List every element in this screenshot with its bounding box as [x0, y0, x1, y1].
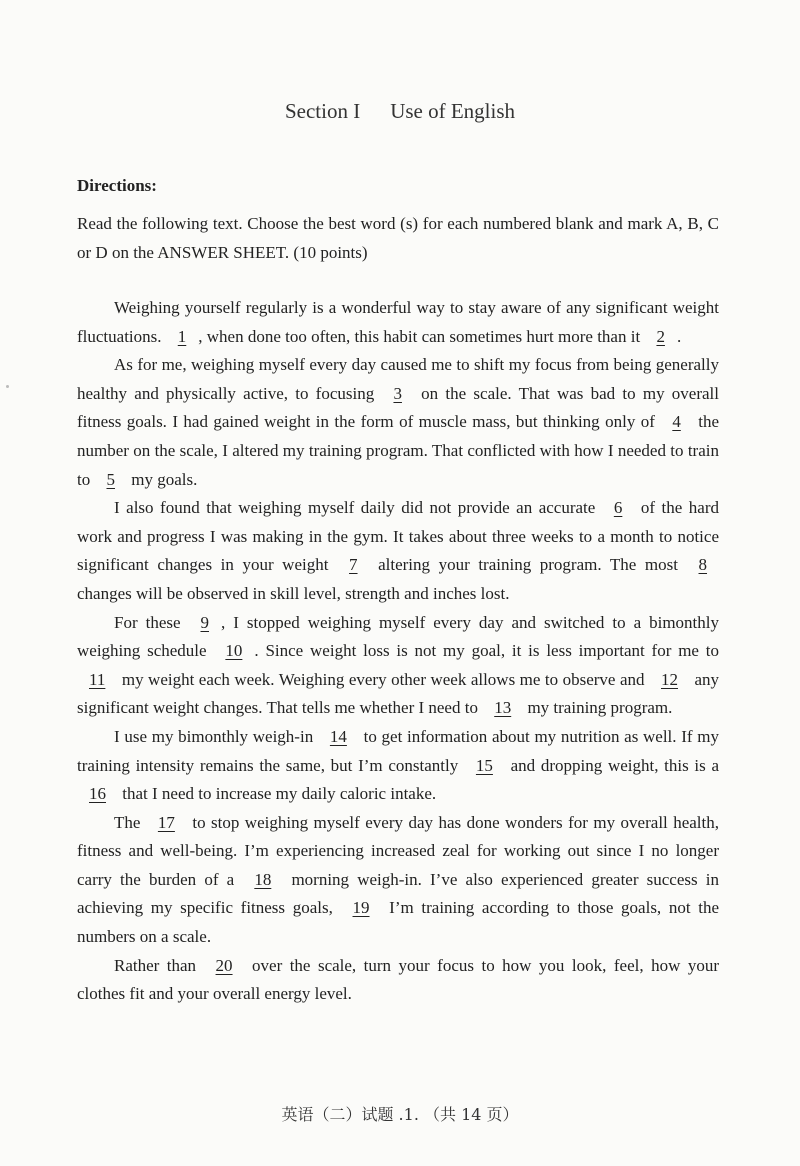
- blank-9[interactable]: 9: [200, 612, 209, 632]
- passage-text: the number on the scale, I altered my training program. That conflicted with how I needed to train to: [77, 412, 719, 489]
- passage: [77, 294, 719, 1009]
- blank-12[interactable]: 12: [660, 669, 678, 689]
- blank-13[interactable]: 13: [494, 698, 512, 718]
- passage-paragraph: [77, 494, 719, 608]
- blank-18[interactable]: 18: [254, 869, 272, 889]
- blank-1[interactable]: 1: [177, 326, 187, 346]
- blank-20[interactable]: 20: [215, 955, 233, 975]
- blank-4[interactable]: 4: [672, 412, 681, 432]
- passage-paragraph: [77, 294, 719, 351]
- section-title: [0, 99, 800, 124]
- passage-text: morning weigh-in. I’ve also experienced greater success in achieving my specific fitness goals,: [77, 869, 719, 918]
- passage-text: I use my bimonthly weigh-in: [114, 726, 318, 746]
- blank-5[interactable]: 5: [106, 469, 115, 489]
- passage-text: on the scale. That was bad to my overall fitness goals. I had gained weight in the form of muscle mass, but thinking only of: [77, 383, 720, 432]
- passage-text: and dropping weight, this is a: [504, 755, 719, 775]
- passage-paragraph: [77, 723, 719, 809]
- passage-text: my training program.: [523, 698, 673, 718]
- passage-text: , when done too often, this habit can sometimes hurt more than it: [198, 326, 645, 346]
- page-footer: 英语（二）试题 .1. （共 14 页）: [281, 1105, 519, 1124]
- passage-text: The: [114, 812, 146, 832]
- directions-text: Read the following text. Choose the best word (s) for each numbered blank and mark A, B, C or D on the ANSWER SHEET. (10 points): [77, 214, 719, 262]
- section-number: Section I: [284, 99, 361, 123]
- blank-14[interactable]: 14: [329, 726, 347, 746]
- passage-paragraph: [77, 351, 719, 494]
- passage-text: altering your training program. The most: [369, 555, 687, 575]
- passage-text: , I stopped weighing myself every day and switched to a bimonthly weighing schedule: [77, 612, 719, 661]
- passage-text: my weight each week. Weighing every other week allows me to observe and: [117, 669, 649, 689]
- passage-text: that I need to increase my daily caloric intake.: [118, 784, 437, 804]
- blank-19[interactable]: 19: [352, 898, 370, 918]
- directions-heading: Directions:: [77, 176, 157, 195]
- blank-10[interactable]: 10: [225, 641, 243, 661]
- passage-text: Weighing yourself regularly is a wonderful way to stay aware of any significant weight fluctuations.: [77, 298, 719, 346]
- passage-text: I also found that weighing myself daily did not provide an accurate: [114, 498, 602, 518]
- passage-text: For these: [114, 612, 189, 632]
- passage-text: changes will be observed in skill level, strength and inches lost.: [77, 583, 510, 603]
- section-name: Use of English: [390, 99, 516, 123]
- passage-text: .: [676, 326, 682, 346]
- blank-11[interactable]: 11: [89, 669, 106, 689]
- passage-text: . Since weight loss is not my goal, it is less important for me to: [254, 641, 719, 661]
- passage-text: to get information about my nutrition as well. If my training intensity remains the same, but I’m constantly: [77, 726, 719, 775]
- blank-2[interactable]: 2: [656, 326, 665, 346]
- blank-7[interactable]: 7: [349, 555, 358, 575]
- blank-15[interactable]: 15: [475, 755, 493, 775]
- passage-paragraph: [77, 952, 719, 1009]
- passage-paragraph: [77, 809, 719, 952]
- blank-6[interactable]: 6: [613, 498, 623, 518]
- scan-speck: [6, 385, 9, 388]
- blank-17[interactable]: 17: [157, 812, 175, 832]
- passage-text: over the scale, turn your focus to how you look, feel, how your clothes fit and your overall energy level.: [77, 955, 719, 1004]
- passage-text: any significant weight changes. That tells me whether I need to: [77, 669, 720, 718]
- passage-paragraph: [77, 609, 719, 723]
- blank-16[interactable]: 16: [89, 784, 106, 804]
- passage-text: of the hard work and progress I was making in the gym. It takes about three weeks to a month to notice significant changes in your weight: [77, 498, 719, 575]
- passage-text: to stop weighing myself every day has done wonders for my overall health, fitness and well-being. I’m experiencing increased zeal for working out since I no longer carry the burden of a: [77, 812, 719, 889]
- passage-text: my goals.: [126, 469, 198, 489]
- passage-text: Rather than: [114, 955, 204, 975]
- blank-8[interactable]: 8: [698, 555, 708, 575]
- passage-text: As for me, weighing myself every day caused me to shift my focus from being generally healthy and physically active, to focusing: [77, 355, 719, 403]
- blank-3[interactable]: 3: [393, 383, 402, 403]
- passage-text: I’m training according to those goals, not the numbers on a scale.: [77, 898, 719, 947]
